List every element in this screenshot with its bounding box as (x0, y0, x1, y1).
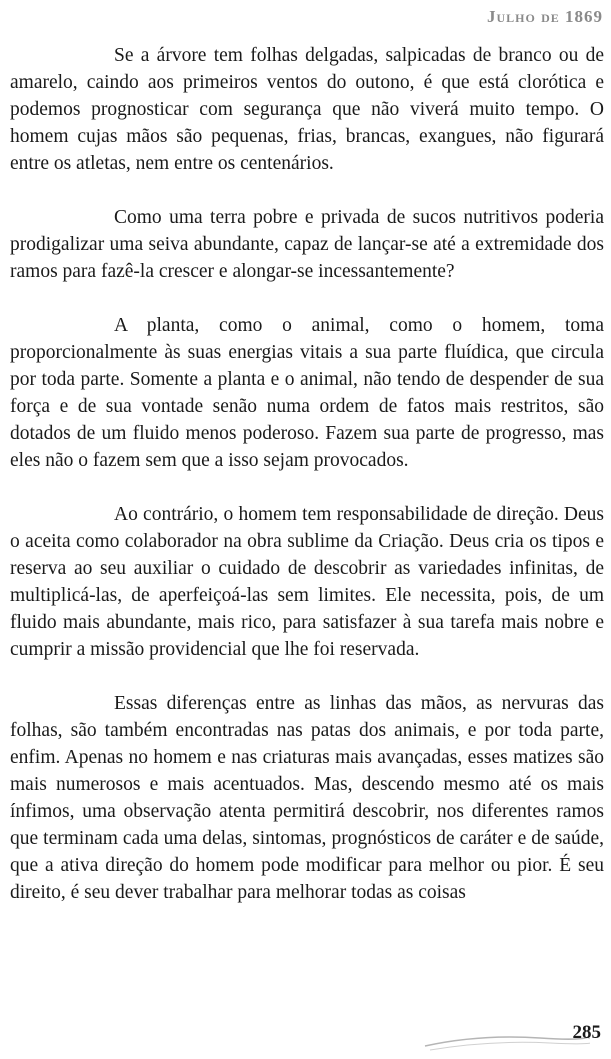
paragraph: Essas diferenças entre as linhas das mãos, as nervuras das folhas, são também encontradas nas patas dos animais, e por toda parte, enfim. Apenas no homem e nas criaturas mais avançadas, esses matizes são mais numerosos e mais acentuados. Mas, descendo mesmo até os mais ínfimos, uma observação atenta permitirá descobrir, nos diferentes ramos que terminam cada uma delas, sintomas, prognósticos de caráter e de saúde, que a ativa direção do homem pode modificar para melhor ou pior. É seu direito, é seu dever trabalhar para melhorar todas as coisas (10, 693, 604, 903)
body-text (10, 42, 604, 933)
paragraph: Ao contrário, o homem tem responsabilidade de direção. Deus o aceita como colaborador na obra sublime da Criação. Deus cria os tipos e reserva ao seu auxiliar o cuidado de descobrir as variedades infinitas, de multiplicá-las, de aperfeiçoá-las sem limites. Ele necessita, pois, de um fluido mais abundante, mais rico, para satisfazer à sua tarefa mais nobre e cumprir a missão providencial que lhe foi reservada. (10, 504, 604, 660)
running-header: Julho de 1869 (486, 7, 603, 26)
page-number: 285 (572, 1022, 601, 1043)
footer-swoosh-ornament (420, 1024, 590, 1054)
paragraph: Se a árvore tem folhas delgadas, salpicadas de branco ou de amarelo, caindo aos primeiros ventos do outono, é que está clorótica e podemos prognosticar com segurança que não viverá muito tempo. O homem cujas mãos são pequenas, frias, brancas, exangues, não figurará entre os atletas, nem entre os centenários. (10, 45, 604, 174)
paragraph: A planta, como o animal, como o homem, toma proporcionalmente às suas energias vitais a sua parte fluídica, que circula por toda parte. Somente a planta e o animal, não tendo de despender de sua força e de sua vontade senão numa ordem de fatos mais restritos, são dotados de um fluido menos poderoso. Fazem sua parte de progresso, mas eles não o fazem sem que a isso sejam provocados. (10, 315, 604, 471)
paragraph: Como uma terra pobre e privada de sucos nutritivos poderia prodigalizar uma seiva abundante, capaz de lançar-se até a extremidade dos ramos para fazê-la crescer e alongar-se incessantemente? (10, 207, 604, 282)
